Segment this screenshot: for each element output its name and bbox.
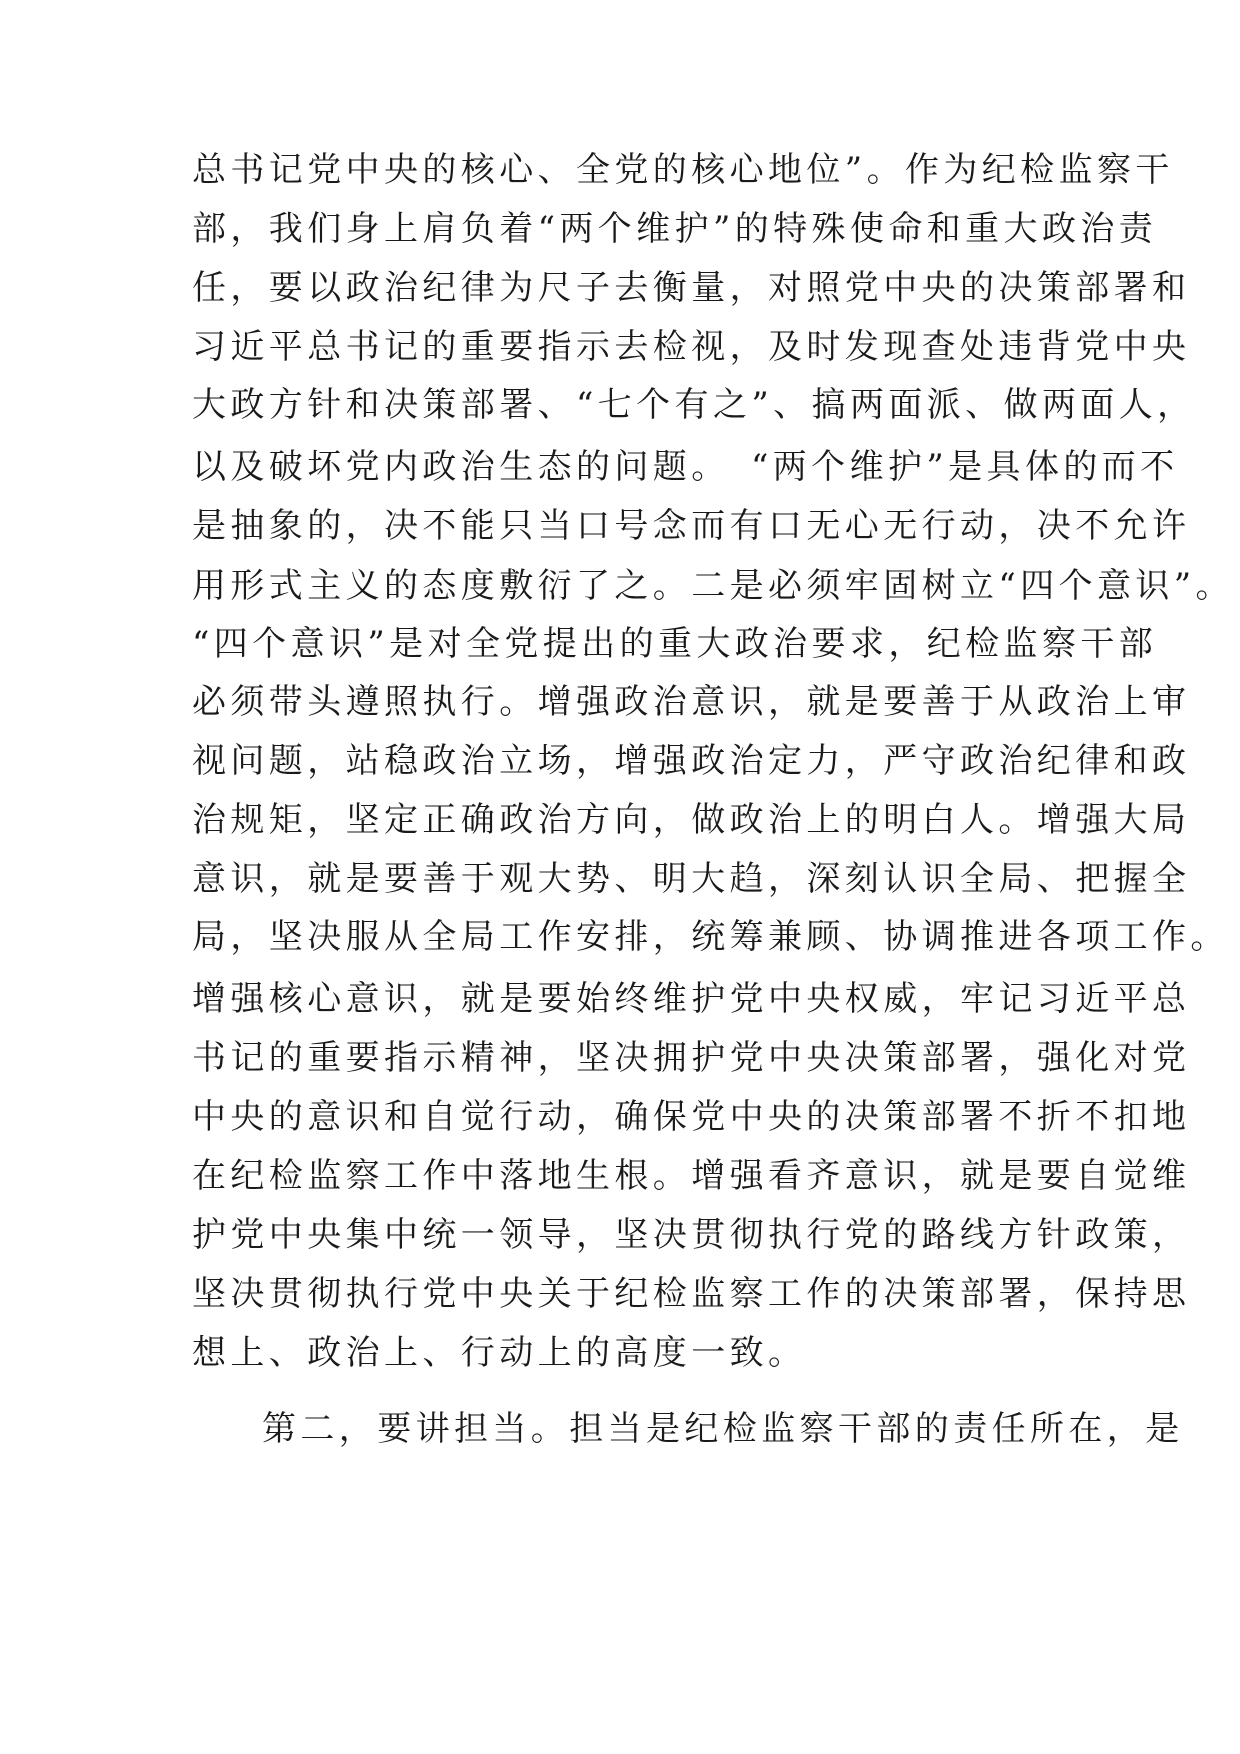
text-line: 治规矩，坚定正确政治方向，做政治上的明白人。增强大局 xyxy=(192,800,1191,840)
text-line: 大政方针和决策部署、“七个有之”、搞两面派、做两面人， xyxy=(192,385,1196,425)
text-line: 习近平总书记的重要指示去检视，及时发现查处违背党中央 xyxy=(192,327,1191,367)
text-line: 中央的意识和自觉行动，确保党中央的决策部署不折不扣地 xyxy=(192,1097,1191,1137)
text-line: 部，我们身上肩负着“两个维护”的特殊使命和重大政治责 xyxy=(192,209,1158,249)
text-line: 在纪检监察工作中落地生根。增强看齐意识，就是要自觉维 xyxy=(192,1156,1191,1196)
text-line: 以及破坏党内政治生态的问题。 “两个维护”是具体的而不 xyxy=(192,447,1179,487)
paragraph-start-line: 第二，要讲担当。担当是纪检监察干部的责任所在，是 xyxy=(262,1409,1184,1449)
text-line: 书记的重要指示精神，坚决拥护党中央决策部署，强化对党 xyxy=(192,1038,1191,1078)
text-line: 总书记党中央的核心、全党的核心地位”。作为纪检监察干 xyxy=(192,150,1174,190)
text-line: 视问题，站稳政治立场，增强政治定力，严守政治纪律和政 xyxy=(192,741,1191,781)
text-line: 坚决贯彻执行党中央关于纪检监察工作的决策部署，保持思 xyxy=(192,1274,1191,1314)
text-line: 必须带头遵照执行。增强政治意识，就是要善于从政治上审 xyxy=(192,682,1191,722)
text-line: 意识，就是要善于观大势、明大趋，深刻认识全局、把握全 xyxy=(192,859,1191,899)
text-line: 护党中央集中统一领导，坚决贯彻执行党的路线方针政策， xyxy=(192,1215,1191,1255)
text-line: 想上、政治上、行动上的高度一致。 xyxy=(192,1333,807,1373)
text-line: 局，坚决服从全局工作安排，统筹兼顾、协调推进各项工作。 xyxy=(192,917,1229,957)
text-line: 是抽象的，决不能只当口号念而有口无心无行动，决不允许 xyxy=(192,506,1191,546)
text-line: “四个意识”是对全党提出的重大政治要求，纪检监察干部 xyxy=(192,624,1158,664)
text-line: 任，要以政治纪律为尺子去衡量，对照党中央的决策部署和 xyxy=(192,268,1191,308)
text-line: 用形式主义的态度敷衍了之。二是必须牢固树立“四个意识”。 xyxy=(192,566,1234,606)
text-line: 增强核心意识，就是要始终维护党中央权威，牢记习近平总 xyxy=(192,979,1191,1019)
